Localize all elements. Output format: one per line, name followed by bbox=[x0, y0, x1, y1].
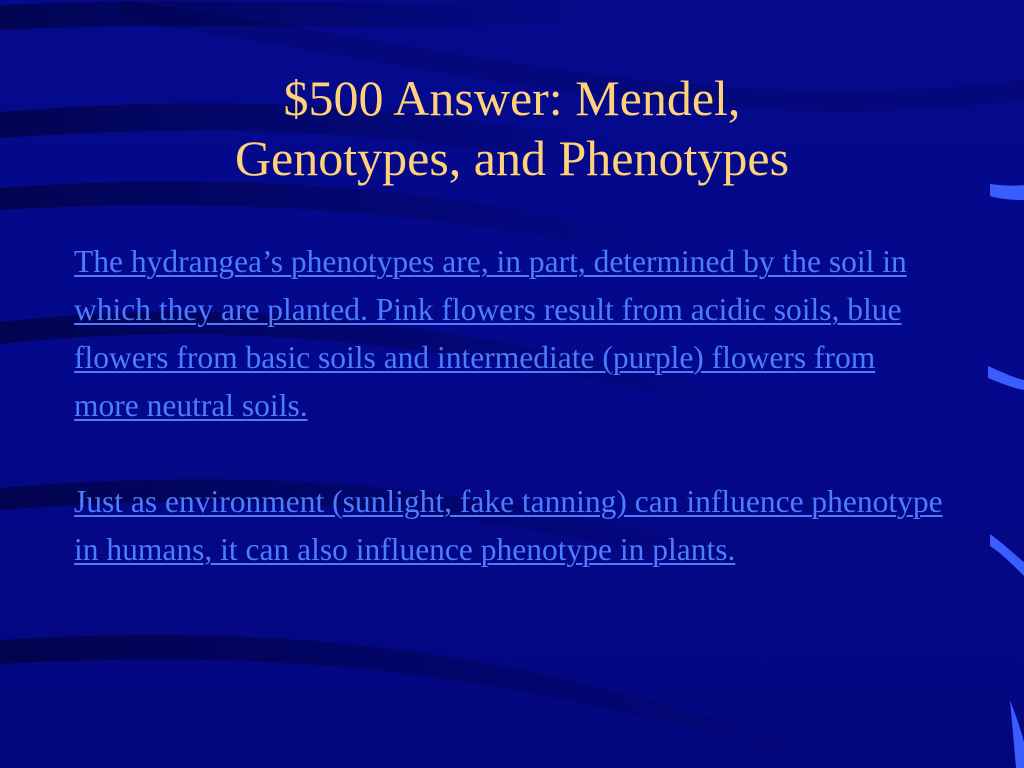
slide-title bbox=[60, 68, 964, 188]
environment-phenotype-link[interactable]: Just as environment (sunlight, fake tanning) can influence phenotype in humans, it can also influence phenotype in plants. bbox=[74, 484, 943, 567]
right-edge-swoosh bbox=[988, 366, 1024, 390]
answer-paragraph-1 bbox=[74, 238, 944, 430]
swoosh-stripe bbox=[0, 635, 860, 768]
right-edge-swoosh bbox=[990, 534, 1024, 576]
answer-paragraph-2 bbox=[74, 478, 944, 574]
slide-title-line-1: $500 Answer: Mendel, bbox=[283, 70, 741, 126]
slide-title-line-2: Genotypes, and Phenotypes bbox=[234, 130, 790, 186]
right-edge-swoosh bbox=[1010, 700, 1024, 768]
answer-body bbox=[74, 238, 944, 574]
right-edge-swoosh bbox=[990, 184, 1024, 200]
hydrangea-phenotype-link[interactable]: The hydrangea’s phenotypes are, in part, determined by the soil in which they are planted. Pink flowers result from acidic soils, blue flowers from basic soils and intermediate (purple) flowers from more neutral soils. bbox=[74, 244, 907, 423]
swoosh-stripe bbox=[0, 0, 620, 30]
